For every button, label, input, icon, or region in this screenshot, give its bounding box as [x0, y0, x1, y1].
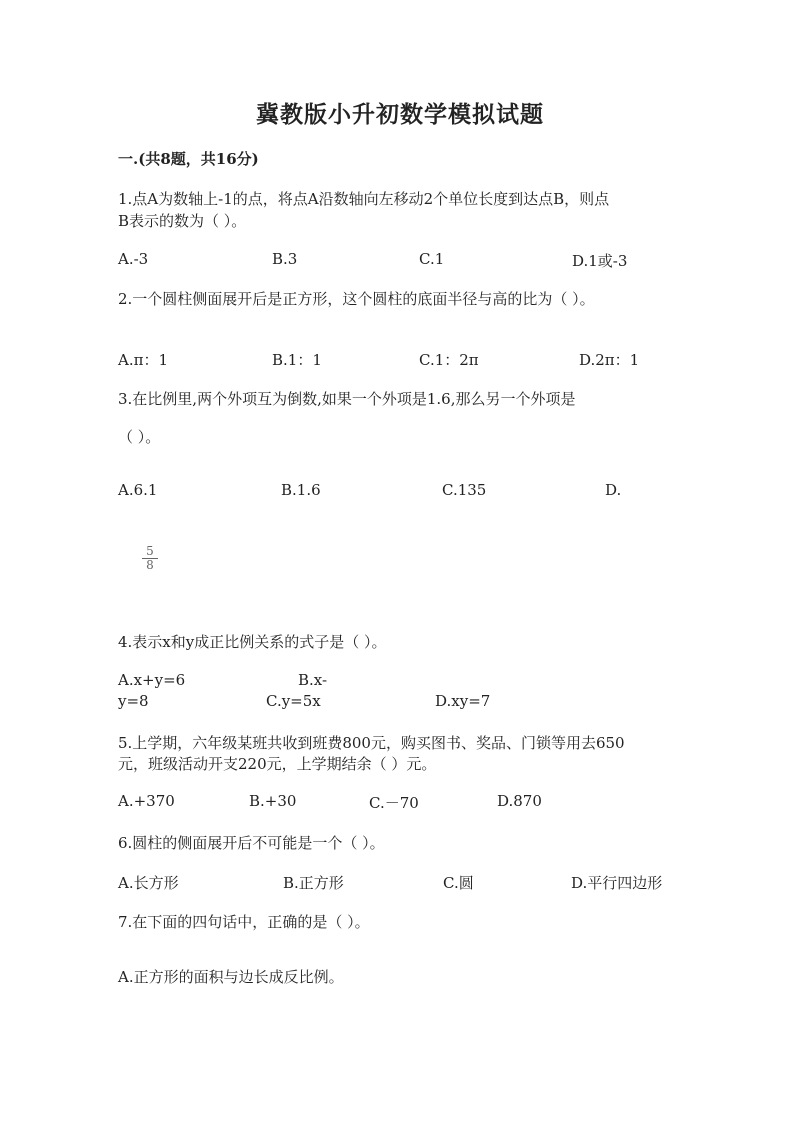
q6-option-b: B.正方形 [283, 874, 344, 892]
page-title: 冀教版小升初数学模拟试题 [256, 101, 544, 128]
question-5-text-cont: 元，班级活动开支220元，上学期结余（ ）元。 [118, 755, 437, 773]
q7-option-a: A.正方形的面积与边长成反比例。 [118, 968, 344, 986]
q3-option-d-fraction [142, 545, 158, 572]
q5-option-b: B.+30 [249, 792, 297, 810]
question-3-text: 3.在比例里,两个外项互为倒数,如果一个外项是1.6,那么另一个外项是 [118, 390, 576, 408]
q4-option-c: C.y=5x [266, 692, 321, 710]
question-1-text-cont: B表示的数为（ ）。 [118, 212, 247, 230]
q3-option-d: D. [605, 481, 622, 499]
question-3-text-cont: （ ）。 [118, 428, 161, 446]
q4-option-d: D.xy=7 [435, 692, 491, 710]
q1-option-b: B.3 [272, 250, 298, 268]
fraction-numerator: 5 [142, 545, 158, 559]
fraction-denominator: 8 [146, 558, 154, 572]
q6-option-a: A.长方形 [118, 874, 179, 892]
q1-option-c: C.1 [419, 250, 445, 268]
q4-option-a: A.x+y=6 [118, 671, 186, 689]
q3-option-b: B.1.6 [281, 481, 321, 499]
q2-option-d: D.2π：1 [579, 351, 640, 369]
question-7-text: 7.在下面的四句话中，正确的是（ ）。 [118, 913, 370, 931]
q2-option-a: A.π：1 [118, 351, 169, 369]
section-heading: 一.(共8题，共16分) [118, 150, 259, 168]
q3-option-c: C.135 [442, 481, 487, 499]
q3-option-a: A.6.1 [118, 481, 158, 499]
q4-option-b-cont: y=8 [118, 692, 149, 710]
question-1-text: 1.点A为数轴上-1的点，将点A沿数轴向左移动2个单位长度到达点B，则点 [118, 190, 610, 208]
question-4-text: 4.表示x和y成正比例关系的式子是（ ）。 [118, 633, 387, 651]
q5-option-a: A.+370 [118, 792, 175, 810]
question-5-text: 5.上学期，六年级某班共收到班费800元，购买图书、奖品、门锁等用去650 [118, 734, 625, 752]
question-6-text: 6.圆柱的侧面展开后不可能是一个（ ）。 [118, 834, 385, 852]
q5-option-d: D.870 [497, 792, 542, 810]
q5-option-c: C.－70 [369, 794, 419, 812]
q2-option-b: B.1：1 [272, 351, 322, 369]
question-2-text: 2.一个圆柱侧面展开后是正方形，这个圆柱的底面半径与高的比为（ ）。 [118, 290, 595, 308]
q4-option-b: B.x- [298, 671, 328, 689]
q1-option-d: D.1或-3 [572, 252, 628, 270]
q2-option-c: C.1：2π [419, 351, 479, 369]
q6-option-c: C.圆 [443, 874, 474, 892]
q1-option-a: A.-3 [118, 250, 149, 268]
q6-option-d: D.平行四边形 [571, 874, 663, 892]
